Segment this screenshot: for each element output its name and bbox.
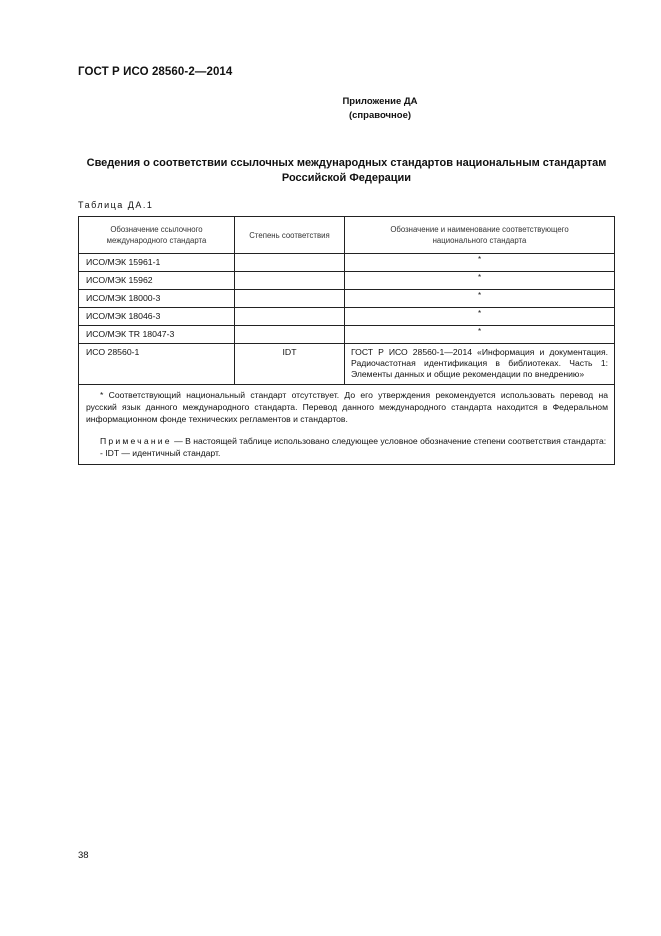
page-number: 38 [78, 850, 89, 861]
cell-national: ГОСТ Р ИСО 28560-1—2014 «Информация и документация. Радиочастотная идентификация в библиотеках. Часть 1: Элементы данных и общие рекомендации по внедрению» [345, 344, 615, 385]
table-row [79, 254, 615, 272]
note-paragraph [86, 435, 608, 447]
cell-national: * [345, 272, 615, 290]
cell-degree [235, 326, 345, 344]
cell-standard: ИСО 28560-1 [79, 344, 235, 385]
cell-degree [235, 272, 345, 290]
table-footnote-row [79, 384, 615, 464]
appendix-title: Приложение ДА [342, 96, 418, 107]
cell-degree [235, 290, 345, 308]
cell-national: * [345, 326, 615, 344]
cell-national: * [345, 290, 615, 308]
header-national-standard [345, 217, 615, 254]
table-row [79, 344, 615, 385]
table-row [79, 308, 615, 326]
correspondence-table [78, 216, 615, 465]
cell-standard: ИСО/МЭК 15962 [79, 272, 235, 290]
cell-degree [235, 254, 345, 272]
appendix-heading [250, 95, 510, 123]
cell-standard: ИСО/МЭК 15961-1 [79, 254, 235, 272]
table-row [79, 326, 615, 344]
appendix-subtitle: (справочное) [348, 110, 412, 121]
note-label: Примечание [100, 435, 172, 446]
section-title-line1: Сведения о соответствии ссылочных международных стандартов национальным стандартам [86, 157, 607, 169]
header-col3-line2: национального стандарта [432, 236, 527, 245]
header-degree: Степень соответствия [235, 217, 345, 254]
header-international-standard [79, 217, 235, 254]
note-item: - IDT — идентичный стандарт. [100, 447, 221, 458]
table-row [79, 290, 615, 308]
section-title [78, 156, 615, 186]
table-header-row [79, 217, 615, 254]
cell-degree [235, 308, 345, 326]
header-col3-line1: Обозначение и наименование соответствующего [390, 225, 569, 234]
table-row [79, 272, 615, 290]
cell-standard: ИСО/МЭК 18046-3 [79, 308, 235, 326]
header-col1-line1: Обозначение ссылочного [110, 225, 203, 234]
cell-national: * [345, 254, 615, 272]
header-col1-line2: международного стандарта [106, 236, 207, 245]
footnote-text: * Соответствующий национальный стандарт отсутствует. До его утверждения рекомендуется использовать перевод на русский язык данного международного стандарта. Перевод данного международного стандарта находится в Федеральном информационном фонде технических регламентов и стандартов. [86, 389, 608, 425]
table-footnotes [79, 384, 615, 464]
note-text: — В настоящей таблице использовано следующее условное обозначение степени соответствия стандарта: [171, 435, 607, 446]
cell-degree: IDT [235, 344, 345, 385]
cell-national: * [345, 308, 615, 326]
document-code: ГОСТ Р ИСО 28560-2—2014 [78, 66, 233, 78]
section-title-line2: Российской Федерации [281, 172, 412, 184]
table-caption: Таблица ДА.1 [78, 200, 154, 210]
cell-standard: ИСО/МЭК 18000-3 [79, 290, 235, 308]
cell-standard: ИСО/МЭК TR 18047-3 [79, 326, 235, 344]
